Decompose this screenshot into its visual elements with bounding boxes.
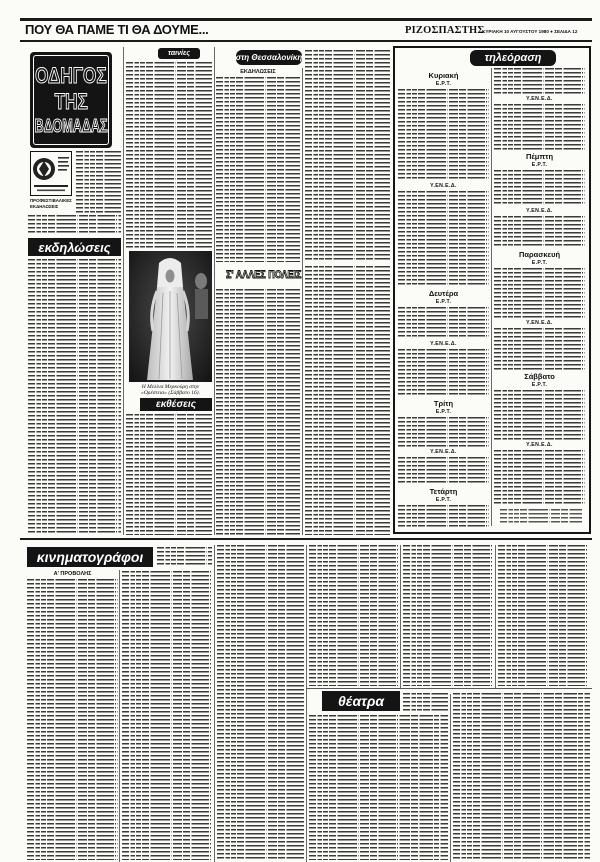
tv-channel-label: Υ.ΕΝ.Ε.Δ. (430, 183, 457, 189)
exhibitions-text (126, 414, 212, 535)
theatres-text (309, 715, 448, 860)
tv-listing-text (398, 417, 489, 447)
tv-listing-text (398, 457, 489, 485)
tv-listing-text (494, 450, 585, 504)
other-cities-text (305, 266, 390, 535)
tv-day-heading: Δευτέρα (428, 289, 459, 298)
cinemas-text (27, 579, 118, 860)
tv-channel-label: Ε.Ρ.Τ. (435, 409, 452, 415)
cinemas-text (309, 545, 398, 686)
weekly-guide-box (30, 52, 112, 148)
tv-channel-label: Υ.ΕΝ.Ε.Δ. (526, 442, 553, 448)
tv-channel-label: Ε.Ρ.Τ. (435, 299, 452, 305)
tv-listing-text (398, 191, 489, 287)
events-heading: εκδηλώσεις (28, 238, 121, 256)
tv-channel-label: Υ.ΕΝ.Ε.Δ. (430, 341, 457, 347)
column-rule (302, 68, 303, 535)
column-rule (306, 545, 307, 862)
tv-listing-text (494, 328, 585, 370)
column-rule (214, 545, 215, 862)
tv-day-heading: Παρασκευή (518, 250, 561, 259)
column-rule (400, 545, 401, 688)
tv-day-heading: Πέμπτη (525, 152, 554, 161)
column-rule (119, 570, 120, 862)
festival-events-text (76, 151, 121, 213)
theatres-text (453, 693, 590, 860)
tv-heading: τηλεόραση (470, 50, 556, 66)
tv-day-heading: Τετάρτη (429, 487, 458, 496)
column-rule (450, 694, 451, 862)
tv-listing-text (398, 505, 489, 527)
guide-title-line: ΟΔΗΓΟΣ (35, 62, 107, 88)
header-bottom-rule (20, 40, 592, 42)
tv-channel-label: Ε.Ρ.Τ. (435, 81, 452, 87)
tv-day-heading: Σάββατο (524, 372, 555, 381)
newspaper-name: ΡΙΖΟΣΠΑΣΤΗΣ (405, 25, 485, 36)
tv-channel-label: Υ.ΕΝ.Ε.Δ. (430, 449, 457, 455)
tv-channel-label: Ε.Ρ.Τ. (531, 382, 548, 388)
tv-listing-text (494, 216, 585, 248)
festival-emblem-icon (30, 151, 72, 196)
exhibitions-heading: εκθέσεις (140, 398, 212, 411)
theatres-divider (306, 688, 592, 689)
article-photo (129, 251, 212, 382)
tv-channel-label: Ε.Ρ.Τ. (435, 497, 452, 503)
films-heading: ταινίες (158, 48, 200, 59)
page-title: ΠΟΥ ΘΑ ΠΑΜΕ ΤΙ ΘΑ ΔΟΥΜΕ... (25, 22, 209, 37)
guide-title-line: ΒΔΟΜΑΔΑΣ (34, 116, 108, 137)
tv-channel-label: Υ.ΕΝ.Ε.Δ. (526, 208, 553, 214)
thessaloniki-heading: στη Θεσσαλονίκη (236, 50, 302, 65)
tv-note-text (500, 509, 582, 523)
tv-listing-text (494, 268, 585, 318)
section-divider (20, 538, 592, 540)
thessaloniki-text (216, 77, 300, 262)
films-text (126, 62, 212, 248)
tv-listing-text (398, 349, 489, 397)
festival-events-text (28, 215, 121, 235)
cinemas-text (498, 545, 588, 686)
tv-listing-text (494, 390, 585, 440)
thessaloniki-text (305, 50, 390, 262)
cinemas-heading: κινηματογράφοι (27, 547, 153, 567)
cinemas-text (403, 545, 493, 686)
tv-column-rule (491, 68, 492, 526)
dateline: ΚΥΡΙΑΚΗ 10 ΑΥΓΟΥΣΤΟΥ 1980 ● ΣΕΛΙΔΑ 12 (482, 29, 578, 34)
tv-day-heading: Τρίτη (433, 399, 454, 408)
festival-caption: ΠΡΟΦΕΣΤΙΒΑΛΙΚΕΣ ΕΚΔΗΛΩΣΕΙΣ (30, 198, 72, 209)
tv-listing-text (494, 68, 585, 94)
column-rule (123, 47, 124, 535)
guide-title-line: ΤΗΣ (54, 89, 88, 115)
tv-channel-label: Υ.ΕΝ.Ε.Δ. (526, 320, 553, 326)
column-rule (214, 47, 215, 535)
events-text (28, 259, 121, 535)
theatres-heading: θέατρα (322, 691, 400, 711)
tv-listing-text (494, 104, 585, 150)
header-top-rule (20, 18, 592, 21)
tv-channel-label: Ε.Ρ.Τ. (531, 162, 548, 168)
tv-channel-label: Ε.Ρ.Τ. (531, 260, 548, 266)
other-cities-text (216, 289, 300, 535)
cinemas-text (157, 547, 212, 567)
tv-channel-label: Υ.ΕΝ.Ε.Δ. (526, 96, 553, 102)
photo-caption: Η Μελίνα Μερκούρη στην «Ορέστεια» (Σάββατο 16). (140, 384, 201, 397)
tv-listing-text (494, 170, 585, 206)
tv-listing-text (398, 307, 489, 339)
theatres-text (403, 693, 448, 712)
cinemas-first-run-subheading: Α' ΠΡΟΒΟΛΗΣ (53, 571, 92, 577)
other-cities-heading: Σ' ΑΛΛΕΣ ΠΟΛΕΙΣ (226, 269, 302, 281)
cinemas-text (122, 571, 212, 860)
thessaloniki-events-subheading: ΕΚΔΗΛΩΣΕΙΣ (240, 69, 276, 75)
tv-day-heading: Κυριακή (428, 71, 459, 80)
tv-listing-text (398, 89, 489, 181)
column-rule (495, 545, 496, 688)
cinemas-text (217, 545, 304, 860)
